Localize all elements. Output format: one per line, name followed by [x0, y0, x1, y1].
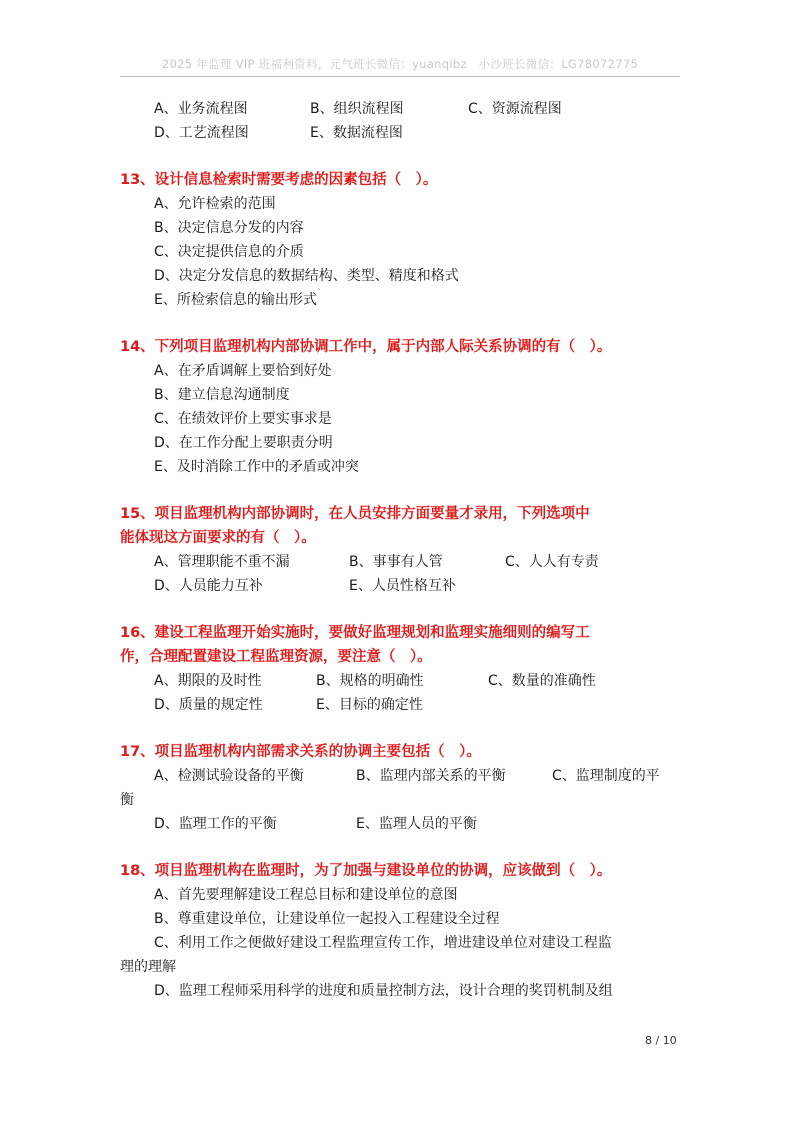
option-a: A、期限的及时性 [154, 673, 262, 689]
question-17-title: 17、项目监理机构内部需求关系的协调主要包括（ ）。 [120, 744, 481, 760]
q16-options-row-1 [120, 669, 686, 693]
option-e: E、及时消除工作中的矛盾或冲突 [154, 459, 359, 475]
question-14-title: 14、下列项目监理机构内部协调工作中，属于内部人际关系协调的有（ ）。 [120, 339, 612, 355]
option-d: D、监理工作的平衡 [154, 816, 277, 832]
option-a: A、在矛盾调解上要恰到好处 [154, 363, 332, 379]
option-c: C、监理制度的平 [552, 768, 660, 784]
option-c: C、决定提供信息的介质 [154, 244, 304, 260]
option-e: E、数据流程图 [310, 125, 403, 141]
option-d: D、人员能力互补 [154, 578, 263, 594]
option-b: B、事事有人管 [349, 554, 443, 570]
option-b: B、监理内部关系的平衡 [356, 768, 506, 784]
option-d: D、质量的规定性 [154, 697, 263, 713]
option-b: B、尊重建设单位，让建设单位一起投入工程建设全过程 [154, 911, 500, 927]
question-15-title: 15、项目监理机构内部协调时，在人员安排方面要量才录用，下列选项中 [120, 506, 590, 522]
option-b: B、组织流程图 [310, 101, 404, 117]
option-e: E、所检索信息的输出形式 [154, 292, 317, 308]
option-b: B、决定信息分发的内容 [154, 220, 304, 236]
q16-options-row-2 [120, 693, 686, 717]
page-number: 8 / 10 [645, 1034, 677, 1047]
q17-options-row-2 [120, 812, 686, 836]
q17-options-row-1 [120, 764, 686, 788]
option-a: A、管理职能不重不漏 [154, 554, 290, 570]
option-c: C、资源流程图 [468, 101, 562, 117]
option-e: E、监理人员的平衡 [356, 816, 477, 832]
question-15-title-cont: 能体现这方面要求的有（ ）。 [120, 530, 316, 546]
option-d: D、工艺流程图 [154, 125, 249, 141]
option-c: C、利用工作之便做好建设工程监理宣传工作，增进建设单位对建设工程监 [154, 935, 612, 951]
option-a: A、允许检索的范围 [154, 196, 276, 212]
option-c-cont: 衡 [120, 792, 134, 808]
option-c-cont: 理的理解 [120, 959, 176, 975]
question-18-title: 18、项目监理机构在监理时，为了加强与建设单位的协调，应该做到（ ）。 [120, 863, 612, 879]
question-13-title: 13、设计信息检索时需要考虑的因素包括（ ）。 [120, 172, 438, 188]
option-c: C、数量的准确性 [488, 673, 596, 689]
option-b: B、规格的明确性 [316, 673, 424, 689]
document-body [120, 97, 686, 1003]
q12-options-row-2 [120, 121, 686, 145]
option-c: C、在绩效评价上要实事求是 [154, 411, 332, 427]
option-d: D、在工作分配上要职责分明 [154, 435, 333, 451]
option-c: C、人人有专责 [505, 554, 599, 570]
option-a: A、检测试验设备的平衡 [154, 768, 304, 784]
option-a: A、业务流程图 [154, 101, 248, 117]
question-16-title: 16、建设工程监理开始实施时，要做好监理规划和监理实施细则的编写工 [120, 625, 590, 641]
option-e: E、目标的确定性 [316, 697, 423, 713]
option-e: E、人员性格互补 [349, 578, 456, 594]
q12-options-row-1 [120, 97, 686, 121]
q15-options-row-1 [120, 550, 686, 574]
header-divider [120, 76, 680, 77]
page-header: 2025 年监理 VIP 班福利资料，元气班长微信：yuanqibz 小沙班长微信：LG78072775 [161, 57, 639, 71]
option-b: B、建立信息沟通制度 [154, 387, 290, 403]
option-d: D、决定分发信息的数据结构、类型、精度和格式 [154, 268, 459, 284]
option-a: A、首先要理解建设工程总目标和建设单位的意图 [154, 887, 458, 903]
q15-options-row-2 [120, 574, 686, 598]
question-16-title-cont: 作，合理配置建设工程监理资源，要注意（ ）。 [120, 649, 432, 665]
option-d: D、监理工程师采用科学的进度和质量控制方法，设计合理的奖罚机制及组 [154, 983, 613, 999]
